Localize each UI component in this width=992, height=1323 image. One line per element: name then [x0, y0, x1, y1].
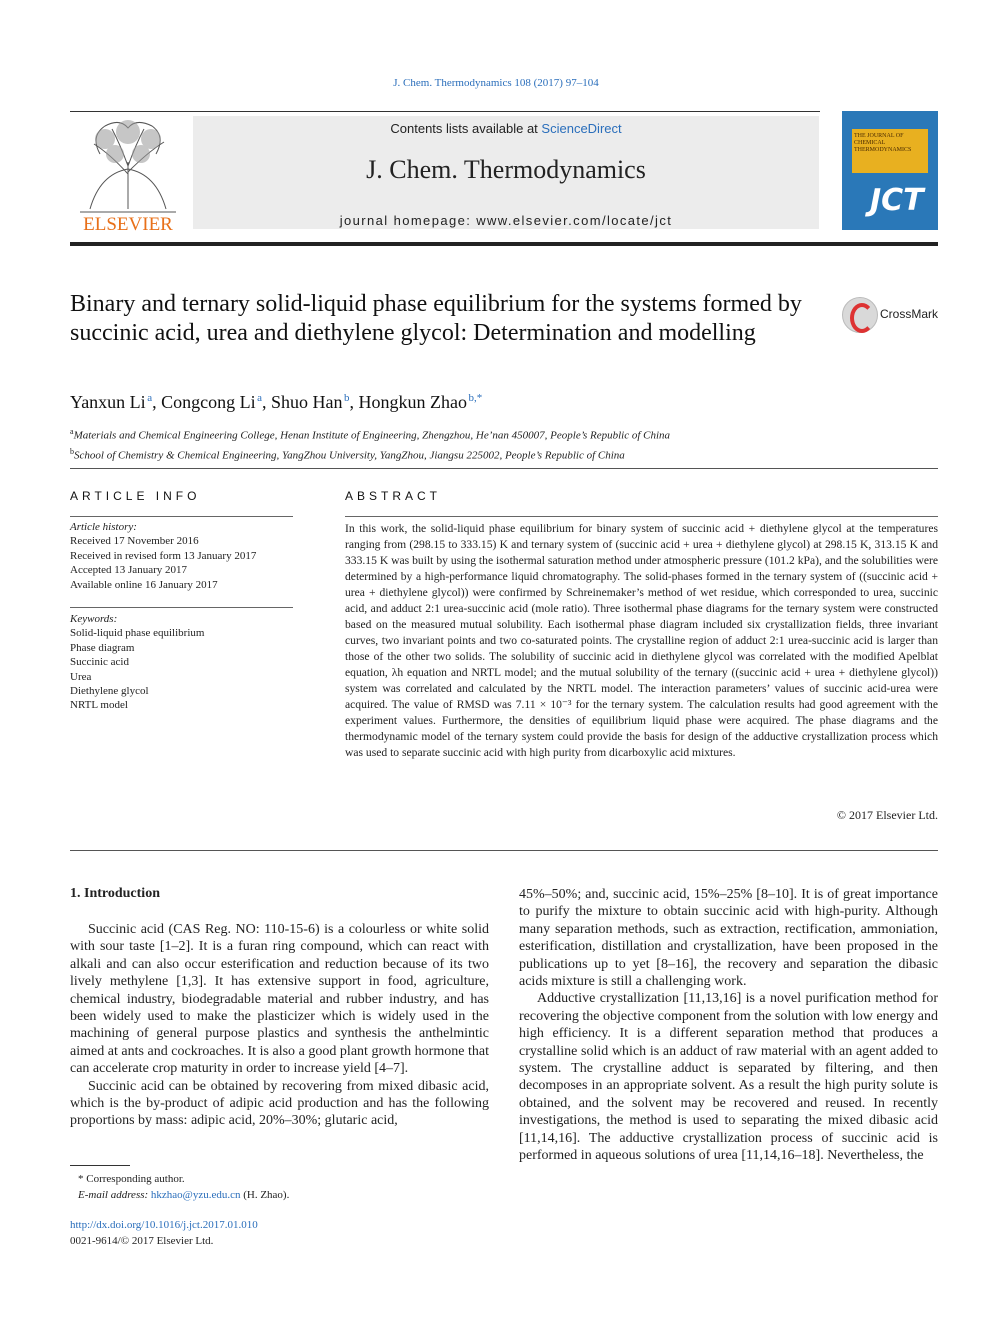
journal-name: J. Chem. Thermodynamics: [366, 155, 646, 184]
article-title: Binary and ternary solid-liquid phase equilibrium for the systems formed by succinic acid, urea and diethylene glycol: Determination and modelling: [70, 291, 802, 346]
keyword-item: Phase diagram: [70, 641, 135, 654]
author-name[interactable]: Shuo Han: [271, 392, 343, 412]
body-paragraph: Succinic acid (CAS Reg. NO: 110-15-6) is a colourless or white solid with sour taste [1–2]. It is a furan ring compound, which can react with alkali and can also occur esterification and reduction because of its two lively methylene [1,3]. It has extensive support in food, agriculture, chemical industry, biodegradable material and rubber industry, and has been widely used to make the plasticizer which is widely used in the machining of general purpose plastics and synthesis the anthelmintic aimed at ants and cockroaches. It is also a good plant growth hormone that can accelerate crop maturity in order to increase yield [4–7].: [70, 922, 489, 1077]
cover-jct-logo: JCT: [870, 183, 924, 218]
history-label: Article history:: [70, 521, 137, 533]
affiliation-item: $^a$Materials and Chemical Engineering College, Henan Institute of Engineering, Zhengzhou, He’nan 450007, People’s Republic of China: [70, 427, 671, 442]
author-name[interactable]: Congcong Li: [161, 392, 256, 412]
author-name[interactable]: Yanxun Li: [70, 392, 146, 412]
body-column-right: [519, 886, 938, 1165]
keywords-label: Keywords:: [70, 613, 118, 625]
body-paragraph: Adductive crystallization [11,13,16] is a novel purification method for recovering the objective component from the solution with low energy and high efficiency. It is a different separation method that produces a crystalline solid which is an adduct of raw material with an agent added to system. The crystalline adduct is separated by filtering, and then decomposes in an appropriate solvent. As a result the high purity solute is obtained, and the solvent may be recovered and reused. In recently investigations, the method is used to separating the mixed dibasic acid [11,14,16]. The adductive crystallization process of succinic acid is performed in aqueous solutions of urea [11,14,16–18]. Nevertheless, the: [519, 991, 938, 1164]
doi-link[interactable]: http://dx.doi.org/10.1016/j.jct.2017.01.010: [70, 1219, 258, 1231]
contents-prefix: Contents lists available at: [390, 121, 538, 136]
journal-homepage[interactable]: journal homepage: www.elsevier.com/locate/jct: [339, 213, 673, 228]
history-item: Accepted 13 January 2017: [70, 564, 187, 577]
copyright: © 2017 Elsevier Ltd.: [836, 808, 938, 822]
author-name[interactable]: Hongkun Zhao: [358, 392, 467, 412]
crossmark-label: CrossMark: [880, 307, 939, 321]
footnotes: [78, 1171, 289, 1203]
divider: [70, 468, 938, 469]
article-info-heading: ARTICLE INFO: [70, 489, 201, 503]
body-paragraph: 45%–50%; and, succinic acid, 15%–25% [8–10]. It is of great importance to purify the mixture to obtain succinic acid with high-purity. Although many separation methods, such as extraction, rectification, ammoniation, esterification, distillation and crystallization, have been proposed in the publications up to yet [8–16], the recovery and separation the dibasic acids mixture is still a challenging work.: [519, 887, 938, 990]
author-affiliation-mark[interactable]: b,*: [468, 392, 483, 404]
footnote-rule: [70, 1165, 130, 1166]
author-affiliation-mark[interactable]: a: [257, 392, 262, 404]
affiliations: [70, 424, 938, 463]
divider: [345, 516, 938, 517]
author-list: Yanxun Li $^a$, Congcong Li $^a$, Shuo Han $^b$, Hongkun Zhao $^{b,*}$: [70, 392, 483, 412]
divider: [70, 607, 293, 608]
header-rule-bottom: [70, 242, 938, 246]
crossmark-icon: [842, 297, 878, 333]
divider: [70, 850, 938, 851]
email-label: E-mail address:: [78, 1189, 149, 1201]
divider: [70, 516, 293, 517]
section-title: 1. Introduction: [70, 886, 160, 901]
affiliation-item: $^b$School of Chemistry & Chemical Engineering, YangZhou University, YangZhou, Jiangsu 225002, People’s Republic of China: [70, 446, 625, 462]
svg-text:ELSEVIER: ELSEVIER: [83, 214, 173, 234]
history-item: Available online 16 January 2017: [70, 578, 218, 591]
email-suffix: (H. Zhao).: [243, 1189, 290, 1201]
author-affiliation-mark[interactable]: a: [147, 392, 153, 404]
history-item: Received in revised form 13 January 2017: [70, 549, 257, 562]
email-link[interactable]: hkzhao@yzu.edu.cn: [150, 1189, 241, 1201]
body-paragraph: Succinic acid can be obtained by recovering from mixed dibasic acid, which is the by-product of adipic acid production and has the following proportions by mass: adipic acid, 20%–30%; glutaric acid,: [70, 1078, 489, 1129]
doi-block: [70, 1217, 258, 1249]
abstract-heading: ABSTRACT: [345, 489, 442, 503]
email-line: [78, 1187, 289, 1203]
body-column-left: [70, 921, 489, 1130]
keyword-item: Succinic acid: [70, 656, 129, 669]
issn-line: 0021-9614/© 2017 Elsevier Ltd.: [70, 1235, 214, 1247]
history-item: Received 17 November 2016: [70, 535, 199, 548]
corresponding-author-note: * Corresponding author.: [78, 1173, 185, 1185]
elsevier-logo-icon: [70, 114, 186, 234]
crossmark-button[interactable]: [842, 297, 942, 333]
journal-cover-thumbnail[interactable]: [842, 111, 938, 230]
keyword-item: Solid-liquid phase equilibrium: [70, 627, 205, 640]
journal-citation-link[interactable]: J. Chem. Thermodynamics 108 (2017) 97–104: [393, 77, 599, 89]
author-affiliation-mark[interactable]: b: [344, 392, 350, 404]
header-rule-top: [70, 111, 820, 112]
cover-title-text: THE JOURNAL OF CHEMICAL THERMODYNAMICS: [854, 133, 912, 153]
keyword-item: Diethylene glycol: [70, 685, 149, 698]
keyword-item: Urea: [70, 670, 92, 683]
contents-line: [193, 121, 819, 136]
article-history: [70, 520, 293, 592]
keywords: [70, 612, 293, 713]
keyword-item: NRTL model: [70, 699, 128, 712]
abstract-text: In this work, the solid-liquid phase equilibrium for binary system of succinic acid + diethylene glycol at the temperatures ranging from (298.15 to 333.15) K and ternary system of (succinic acid + urea + diethylene glycol) at 298.15 K, 313.15 K and 333.15 K was built by using the isothermal saturation method under atmospheric pressure (101.2 kPa), and the solubilities were determined by a high-performance liquid chromatography. The solid-phases formed in the ternary system of ((succinic acid + urea + diethylene glycol)) were confirmed by Schreinemaker’s method of wet residue, which corresponded to urea, succinic acid, and adduct 2:1 urea-succinic acid (mole ratio). Three isothermal phase diagrams for the ternary system were constructed based on the measured mutual solubility. Each isothermal phase diagram included six crystallization fields, three invariant curves, two invariant points and two co-saturated points. The crystalline region of adduct 2:1 urea-succinic acid is larger than those of the other two solids. The solubility of succinic acid in diethylene glycol was correlated with the modified Apelblat equation, λh equation and NRTL model; and the mutual solubility of the ternary ((succinic acid + urea + diethylene glycol)) system was correlated and calculated by the NRTL model. The interaction parameters’ values of succinic acid-urea were acquired. The value of RMSD was 7.11 × 10⁻³ for the ternary system. The calculation results had good agreement with the experiment values. Furthermore, the densities of equilibrium liquid phase were acquired. The phase diagrams and the thermodynamic model of the ternary system could provide the basis for design of the adductive crystallization process which was used to separate succinic acid with high purity from dicarboxylic acid mixtures.: [345, 522, 938, 759]
sciencedirect-link[interactable]: ScienceDirect: [541, 121, 622, 136]
